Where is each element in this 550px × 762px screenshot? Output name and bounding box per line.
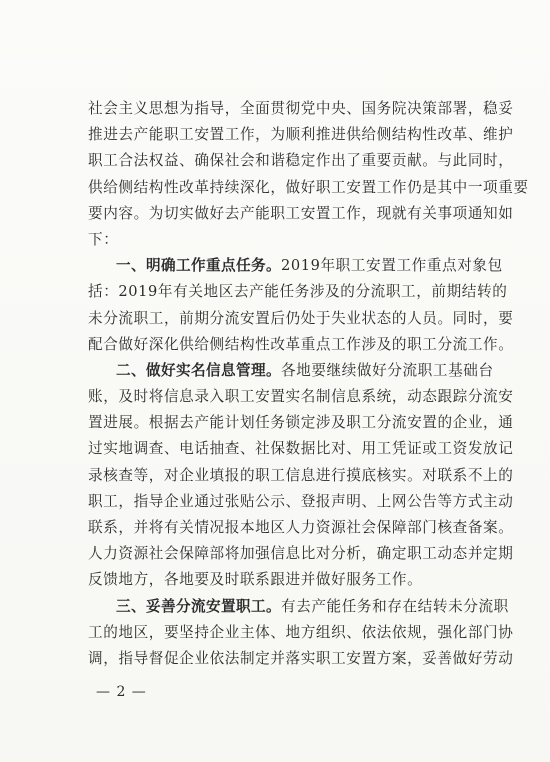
body-text [88, 96, 529, 672]
section-1-heading: 一、明确工作重点任务。 [116, 257, 281, 275]
section-3-first-line [88, 594, 509, 620]
section-3-first-text: 有去产能任务和存在结转未分流职 [280, 597, 509, 615]
section-3-line: 工的地区，要坚持企业主体、地方组织、依法依规，强化部门协 [88, 623, 514, 641]
section-1-line: 配合做好深化供给侧结构性改革重点工作涉及的职工分流工作。 [88, 335, 514, 353]
section-2-first-line [88, 358, 494, 384]
section-2-line: 联系，并将有关情况报本地区人力资源社会保障部门核查备案。 [88, 519, 514, 536]
section-3-heading: 三、妥善分流安置职工。 [116, 597, 281, 615]
section-1-line: 括：2019年有关地区去产能任务涉及的分流职工，前期结转的 [88, 283, 508, 301]
paragraph-line: 供给侧结构性改革持续深化，做好职工安置工作仍是其中一项重要 [88, 178, 529, 196]
section-2-line: 录核查等，对企业填报的职工信息进行摸底核实。对联系不上的 [88, 466, 514, 484]
section-2-line: 职工，指导企业通过张贴公示、登报声明、上网公告等方式主动 [88, 492, 514, 510]
section-2-line: 人力资源社会保障部将加强信息比对分析，确定职工动态并定期 [88, 545, 514, 563]
paragraph-line: 职工合法权益、确保社会和谐稳定作出了重要贡献。与此同时， [88, 152, 514, 170]
section-2-line: 置进展。根据去产能计划任务锁定涉及职工分流安置的企业，通 [88, 414, 514, 432]
section-3-line: 调，指导督促企业依法制定并落实职工安置方案，妥善做好劳动 [88, 649, 514, 667]
paragraph-line: 推进去产能职工安置工作，为顺利推进供给侧结构性改革、维护 [88, 126, 514, 144]
paragraph-line: 要内容。为切实做好去产能职工安置工作，现就有关事项通知如 [88, 204, 514, 222]
section-1-first-line [88, 253, 503, 279]
section-2-first-text: 各地要继续做好分流职工基础台 [280, 361, 494, 379]
section-2-heading: 二、做好实名信息管理。 [116, 361, 281, 379]
section-2-line: 反馈地方，各地要及时联系跟进并做好服务工作。 [88, 571, 423, 589]
section-2-line: 账，及时将信息录入职工安置实名制信息系统，动态跟踪分流安 [88, 388, 514, 406]
section-1-line: 未分流职工，前期分流安置后仍处于失业状态的人员。同时，要 [88, 309, 514, 327]
paragraph-line: 社会主义思想为指导，全面贯彻党中央、国务院决策部署，稳妥 [88, 100, 514, 117]
section-1-first-text: 2019年职工安置工作重点对象包 [280, 257, 503, 275]
page-number: — 2 — [96, 684, 147, 700]
section-2-line: 过实地调查、电话抽查、社保数据比对、用工凭证或工资发放记 [88, 440, 514, 458]
paragraph-line: 下： [88, 230, 119, 248]
